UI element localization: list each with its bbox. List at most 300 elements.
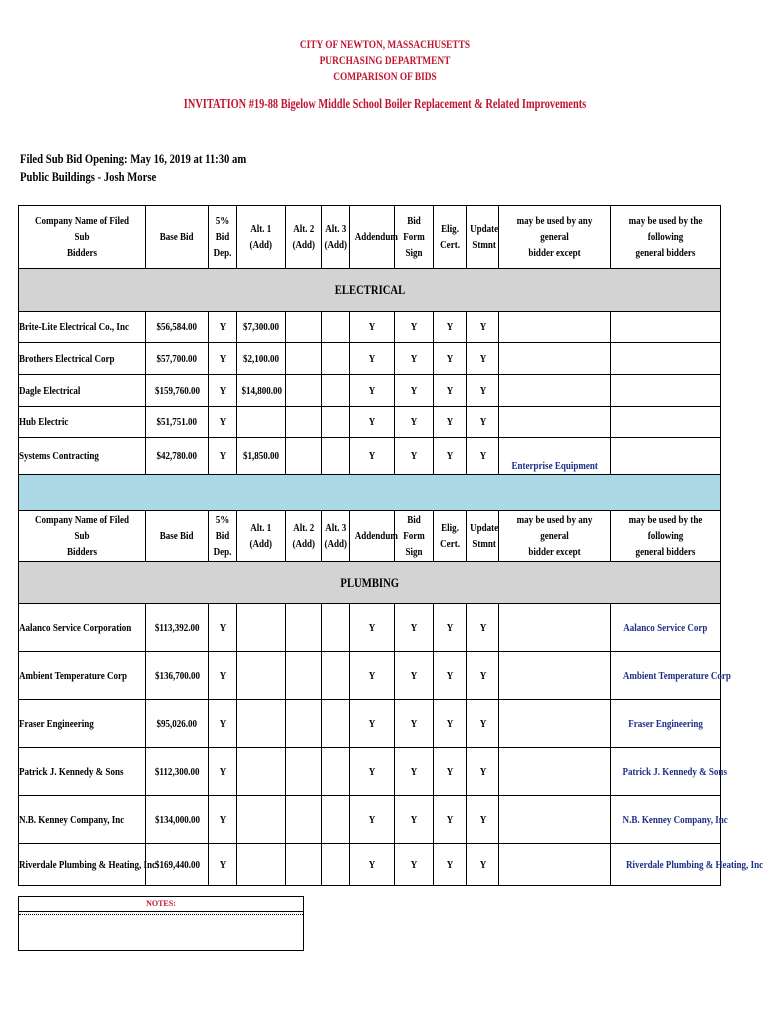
electrical-update-statement-text: Y [479,384,486,397]
electrical-update-statement-text: Y [479,321,486,333]
plumbing-header-alt-1 [237,511,286,562]
electrical-header-following-general-line: general bidders [635,247,696,259]
plumbing-cell-alt-1 [237,748,286,796]
plumbing-company-name-text: N.B. Kenney Company, Inc [19,813,125,826]
electrical-cell-addendum [350,312,395,343]
electrical-addendum-text: Y [368,352,376,365]
plumbing-cell-bid-deposit [209,652,237,700]
electrical-cell-addendum [350,407,395,438]
plumbing-cell-base-bid [146,748,209,796]
electrical-cell-base-bid [146,343,209,375]
electrical-cell-update-statement [467,343,499,375]
plumbing-base-bid-text: $169,440.00 [154,858,200,871]
plumbing-cell-alt-2 [286,604,322,652]
plumbing-cell-alt-3 [322,652,350,700]
plumbing-bid-deposit-text: Y [219,858,226,871]
plumbing-bidder-row [19,844,721,886]
electrical-column-header-row [19,206,721,269]
plumbing-cell-following-bidder [611,700,721,748]
plumbing-header-any-general-except-line: bidder except [528,546,581,558]
plumbing-cell-eligibility [434,604,467,652]
plumbing-base-bid-text: $134,000.00 [154,813,200,826]
plumbing-base-bid-text: $136,700.00 [154,669,200,682]
plumbing-cell-except-bidder [499,700,611,748]
electrical-header-update-statement-line: Stmnt [472,239,496,251]
electrical-cell-alt-1 [237,343,286,375]
electrical-cell-bid-form [395,438,434,475]
plumbing-header-eligibility [434,511,467,562]
electrical-header-bid-deposit [209,206,237,269]
electrical-header-company-line: Bidders [66,247,98,259]
plumbing-section-heading [19,562,721,604]
plumbing-update-statement-text: Y [479,858,486,871]
electrical-cell-company-name [19,375,146,407]
electrical-cell-update-statement [467,375,499,407]
electrical-base-bid-text: $56,584.00 [156,321,198,333]
electrical-cell-update-statement [467,312,499,343]
plumbing-bidder-row [19,652,721,700]
plumbing-bidder-row [19,700,721,748]
plumbing-company-name-text: Patrick J. Kennedy & Sons [19,765,124,778]
plumbing-header-company-line: Company Name of Filed Sub [35,514,129,542]
plumbing-cell-alt-3 [322,700,350,748]
electrical-header-alt-3-line: Alt. 3 [325,223,347,235]
electrical-header-alt-2-line: (Add) [292,239,315,251]
electrical-base-bid-text: $57,700.00 [156,352,198,365]
plumbing-cell-update-statement [467,748,499,796]
plumbing-header-alt-3-line: (Add) [324,538,348,550]
plumbing-cell-alt-3 [322,796,350,844]
plumbing-cell-bid-deposit [209,604,237,652]
electrical-section-row [19,269,721,312]
invitation-title: INVITATION #19-88 Bigelow Middle School Boiler Replacement & Related Improvements [183,97,587,112]
plumbing-header-alt-3-line: Alt. 3 [325,522,347,534]
plumbing-base-bid-text: $113,392.00 [154,621,200,634]
electrical-company-name-text: Systems Contracting [19,450,99,462]
electrical-header-company-line: Company Name of Filed Sub [35,215,129,243]
plumbing-following-bidder-text: N.B. Kenney Company, Inc [622,813,728,826]
plumbing-cell-eligibility [434,748,467,796]
electrical-cell-alt-3 [322,343,350,375]
electrical-company-name-text: Hub Electric [19,416,69,428]
plumbing-addendum-text: Y [368,858,376,871]
electrical-header-alt-2 [286,206,322,269]
electrical-cell-base-bid [146,312,209,343]
electrical-cell-alt-3 [322,438,350,475]
electrical-header-alt-2-line: Alt. 2 [292,223,315,235]
electrical-header-any-general-except-line: may be used by any general [516,215,593,243]
bid-comparison-table [18,205,764,886]
electrical-bid-deposit-text: Y [219,352,226,365]
electrical-cell-alt-1 [237,407,286,438]
electrical-bidder-row [19,343,721,375]
plumbing-cell-alt-2 [286,796,322,844]
electrical-header-following-general [611,206,721,269]
plumbing-bidder-row [19,748,721,796]
plumbing-cell-base-bid [146,700,209,748]
plumbing-cell-except-bidder [499,748,611,796]
electrical-cell-bid-form [395,343,434,375]
electrical-cell-addendum [350,343,395,375]
plumbing-header-following-general [611,511,721,562]
electrical-bidder-row [19,407,721,438]
electrical-base-bid-text: $51,751.00 [156,416,198,428]
electrical-cell-bid-deposit [209,343,237,375]
plumbing-bid-deposit-text: Y [219,621,226,634]
electrical-cell-bid-deposit [209,407,237,438]
plumbing-cell-base-bid [146,604,209,652]
plumbing-addendum-text: Y [368,717,376,730]
plumbing-header-bid-deposit-line: Dep. [213,546,232,558]
plumbing-section-title: PLUMBING [340,574,399,590]
plumbing-cell-following-bidder [611,844,764,886]
plumbing-eligibility-text: Y [446,717,454,730]
plumbing-cell-company-name [19,748,146,796]
plumbing-cell-bid-form [395,796,434,844]
plumbing-following-bidder-text: Aalanco Service Corp [623,621,708,634]
plumbing-header-company [19,511,146,562]
electrical-header-base-bid [146,206,209,269]
plumbing-cell-update-statement [467,652,499,700]
electrical-header-bid-deposit-line: 5% Bid [215,215,230,243]
electrical-eligibility-text: Y [446,450,454,462]
electrical-cell-alt-3 [322,407,350,438]
city-title: CITY OF NEWTON, MASSACHUSETTS [299,37,471,51]
electrical-cell-addendum [350,438,395,475]
plumbing-cell-alt-1 [237,844,286,886]
plumbing-header-eligibility-line: Elig. [441,522,459,534]
plumbing-section-row [19,562,721,604]
electrical-bid-form-text: Y [410,321,418,333]
plumbing-cell-bid-deposit [209,700,237,748]
electrical-alt-1-text: $1,850.00 [242,450,280,462]
electrical-cell-alt-1 [237,312,286,343]
electrical-cell-alt-2 [286,312,322,343]
plumbing-bid-deposit-text: Y [219,669,226,682]
plumbing-cell-alt-2 [286,844,322,886]
electrical-cell-following-bidder [611,438,721,475]
electrical-header-alt-1 [237,206,286,269]
plumbing-cell-base-bid [146,652,209,700]
plumbing-addendum-text: Y [368,669,376,682]
plumbing-company-name-text: Ambient Temperature Corp [19,669,128,682]
plumbing-update-statement-text: Y [479,813,486,826]
plumbing-cell-except-bidder [499,796,611,844]
plumbing-header-alt-1-line: Alt. 1 [250,522,272,534]
electrical-addendum-text: Y [368,416,376,428]
plumbing-cell-addendum [350,844,395,886]
plumbing-cell-company-name [19,796,146,844]
plumbing-cell-eligibility [434,652,467,700]
notes-box [18,896,304,951]
electrical-base-bid-text: $159,760.00 [154,384,200,397]
section-spacer-row [19,475,721,511]
electrical-update-statement-text: Y [479,352,486,365]
document-title: COMPARISON OF BIDS [333,69,437,83]
electrical-bidder-row [19,438,721,475]
plumbing-cell-update-statement [467,604,499,652]
plumbing-cell-eligibility [434,796,467,844]
plumbing-header-addendum-line: Addendum [354,530,398,542]
electrical-header-any-general-except [499,206,611,269]
plumbing-eligibility-text: Y [446,813,454,826]
plumbing-bid-deposit-text: Y [219,717,226,730]
electrical-alt-1-text: $2,100.00 [242,352,280,365]
electrical-cell-base-bid [146,438,209,475]
plumbing-following-bidder-text: Patrick J. Kennedy & Sons [622,765,727,778]
electrical-cell-following-bidder [611,312,721,343]
electrical-header-update-statement [467,206,499,269]
electrical-cell-base-bid [146,375,209,407]
electrical-addendum-text: Y [368,384,376,397]
electrical-bid-form-text: Y [410,450,418,462]
plumbing-cell-update-statement [467,844,499,886]
electrical-bid-form-text: Y [410,416,418,428]
plumbing-cell-following-bidder [611,748,727,796]
electrical-cell-addendum [350,375,395,407]
plumbing-cell-addendum [350,604,395,652]
plumbing-cell-base-bid [146,844,209,886]
plumbing-bid-form-text: Y [410,717,418,730]
electrical-alt-1-text: $14,800.00 [241,384,283,397]
electrical-eligibility-text: Y [446,384,454,397]
electrical-cell-alt-2 [286,375,322,407]
plumbing-cell-addendum [350,796,395,844]
plumbing-bid-deposit-text: Y [219,765,226,778]
plumbing-cell-bid-form [395,604,434,652]
electrical-bid-deposit-text: Y [219,450,226,462]
electrical-bid-form-text: Y [410,384,418,397]
plumbing-header-alt-1-line: (Add) [249,538,273,550]
plumbing-following-bidder-text: Fraser Engineering [628,717,703,730]
plumbing-addendum-text: Y [368,765,376,778]
plumbing-update-statement-text: Y [479,765,486,778]
electrical-header-eligibility [434,206,467,269]
electrical-cell-bid-deposit [209,312,237,343]
plumbing-cell-company-name [19,700,146,748]
electrical-cell-except-bidder [499,438,611,475]
electrical-cell-eligibility [434,407,467,438]
electrical-header-alt-3 [322,206,350,269]
electrical-header-bid-deposit-line: Dep. [213,247,232,259]
plumbing-header-alt-2 [286,511,322,562]
plumbing-column-header-row [19,511,721,562]
plumbing-header-alt-2-line: (Add) [292,538,315,550]
plumbing-cell-alt-3 [322,748,350,796]
plumbing-addendum-text: Y [368,813,376,826]
plumbing-header-alt-3 [322,511,350,562]
electrical-cell-except-bidder [499,343,611,375]
plumbing-cell-alt-3 [322,604,350,652]
electrical-cell-alt-1 [237,438,286,475]
electrical-bidder-row [19,375,721,407]
plumbing-update-statement-text: Y [479,717,486,730]
plumbing-following-bidder-text: Ambient Temperature Corp [622,669,731,682]
electrical-cell-company-name [19,312,146,343]
electrical-cell-company-name [19,407,146,438]
electrical-cell-alt-3 [322,312,350,343]
electrical-cell-bid-form [395,375,434,407]
plumbing-cell-base-bid [146,796,209,844]
electrical-header-base-bid-line: Base Bid [160,231,194,243]
plumbing-bid-form-text: Y [410,669,418,682]
plumbing-cell-update-statement [467,700,499,748]
electrical-section-heading [19,269,721,312]
department-contact: Public Buildings - Josh Morse [20,169,157,184]
plumbing-company-name-text: Riverdale Plumbing & Heating, Inc [19,858,157,871]
plumbing-header-addendum [350,511,398,562]
plumbing-cell-company-name [19,652,146,700]
section-spacer [19,475,721,511]
plumbing-header-any-general-except-line: may be used by any general [516,514,593,542]
electrical-base-bid-text: $42,780.00 [156,450,198,462]
electrical-cell-except-bidder [499,407,611,438]
electrical-bid-deposit-text: Y [219,384,226,397]
electrical-cell-following-bidder [611,375,721,407]
plumbing-eligibility-text: Y [446,765,454,778]
plumbing-base-bid-text: $112,300.00 [154,765,200,778]
plumbing-company-name-text: Aalanco Service Corporation [19,621,132,634]
plumbing-header-following-general-line: may be used by the following [628,514,703,542]
electrical-header-bid-form-line: Bid Form [403,215,425,243]
electrical-addendum-text: Y [368,321,376,333]
electrical-cell-update-statement [467,407,499,438]
electrical-update-statement-text: Y [479,450,486,462]
electrical-header-eligibility-line: Cert. [440,239,460,251]
electrical-company-name-text: Brothers Electrical Corp [19,352,115,365]
plumbing-cell-following-bidder [611,652,731,700]
plumbing-cell-alt-3 [322,844,350,886]
electrical-cell-following-bidder [611,343,721,375]
plumbing-header-bid-form-line: Sign [405,546,423,558]
plumbing-cell-except-bidder [499,604,611,652]
electrical-cell-update-statement [467,438,499,475]
electrical-header-bid-form [395,206,434,269]
plumbing-cell-following-bidder [611,796,728,844]
electrical-cell-following-bidder [611,407,721,438]
electrical-header-bid-form-line: Sign [405,247,423,259]
plumbing-cell-bid-form [395,700,434,748]
notes-divider [19,912,303,915]
plumbing-header-bid-deposit-line: 5% Bid [215,514,230,542]
electrical-company-name-text: Brite-Lite Electrical Co., Inc [19,321,129,333]
plumbing-header-company-line: Bidders [66,546,98,558]
plumbing-bid-deposit-text: Y [219,813,226,826]
electrical-cell-eligibility [434,375,467,407]
electrical-header-alt-1-line: (Add) [249,239,273,251]
plumbing-bid-form-text: Y [410,765,418,778]
plumbing-header-bid-deposit [209,511,237,562]
electrical-cell-alt-1 [237,375,286,407]
electrical-header-alt-1-line: Alt. 1 [250,223,272,235]
plumbing-base-bid-text: $95,026.00 [156,717,198,730]
plumbing-eligibility-text: Y [446,621,454,634]
plumbing-cell-company-name [19,604,146,652]
electrical-alt-1-text: $7,300.00 [242,321,280,333]
plumbing-eligibility-text: Y [446,858,454,871]
notes-label: NOTES: [19,897,303,912]
electrical-cell-eligibility [434,343,467,375]
electrical-except-bidder-text: Enterprise Equipment [511,460,598,472]
plumbing-cell-alt-1 [237,652,286,700]
electrical-bid-form-text: Y [410,352,418,365]
plumbing-cell-alt-2 [286,748,322,796]
plumbing-cell-company-name [19,844,157,886]
electrical-eligibility-text: Y [446,352,454,365]
plumbing-cell-addendum [350,652,395,700]
electrical-eligibility-text: Y [446,321,454,333]
plumbing-cell-addendum [350,748,395,796]
plumbing-cell-eligibility [434,844,467,886]
electrical-addendum-text: Y [368,450,376,462]
electrical-cell-bid-deposit [209,438,237,475]
plumbing-header-update-statement-line: Update [470,522,499,534]
department-title: PURCHASING DEPARTMENT [319,53,451,67]
plumbing-cell-bid-form [395,652,434,700]
electrical-header-addendum [350,206,398,269]
electrical-cell-alt-2 [286,438,322,475]
electrical-cell-company-name [19,343,146,375]
electrical-header-addendum-line: Addendum [354,231,398,243]
electrical-cell-bid-form [395,407,434,438]
electrical-cell-alt-2 [286,343,322,375]
plumbing-update-statement-text: Y [479,669,486,682]
plumbing-header-update-statement-line: Stmnt [472,538,496,550]
electrical-eligibility-text: Y [446,416,454,428]
electrical-bid-deposit-text: Y [219,416,226,428]
plumbing-update-statement-text: Y [479,621,486,634]
plumbing-cell-eligibility [434,700,467,748]
plumbing-header-base-bid-line: Base Bid [160,530,194,542]
plumbing-header-eligibility-line: Cert. [440,538,460,550]
electrical-header-update-statement-line: Update [470,223,499,235]
plumbing-cell-bid-deposit [209,844,237,886]
electrical-company-name-text: Dagle Electrical [19,384,81,397]
electrical-cell-eligibility [434,312,467,343]
plumbing-header-update-statement [467,511,499,562]
electrical-bidder-row [19,312,721,343]
plumbing-cell-alt-2 [286,652,322,700]
electrical-cell-bid-deposit [209,375,237,407]
plumbing-cell-alt-1 [237,700,286,748]
plumbing-eligibility-text: Y [446,669,454,682]
plumbing-bid-form-text: Y [410,813,418,826]
plumbing-header-base-bid [146,511,209,562]
electrical-header-eligibility-line: Elig. [441,223,459,235]
electrical-cell-eligibility [434,438,467,475]
electrical-header-alt-3-line: (Add) [324,239,348,251]
electrical-cell-except-bidder [499,375,611,407]
plumbing-bid-form-text: Y [410,858,418,871]
electrical-header-company [19,206,146,269]
plumbing-cell-following-bidder [611,604,721,652]
electrical-cell-alt-3 [322,375,350,407]
plumbing-header-bid-form [395,511,434,562]
electrical-header-following-general-line: may be used by the following [628,215,703,243]
plumbing-company-name-text: Fraser Engineering [19,717,94,730]
plumbing-cell-alt-1 [237,604,286,652]
electrical-header-any-general-except-line: bidder except [528,247,581,259]
plumbing-cell-bid-deposit [209,748,237,796]
plumbing-cell-update-statement [467,796,499,844]
plumbing-header-following-general-line: general bidders [635,546,696,558]
bid-opening-info: Filed Sub Bid Opening: May 16, 2019 at 11:30 am [20,151,247,166]
plumbing-cell-addendum [350,700,395,748]
plumbing-addendum-text: Y [368,621,376,634]
electrical-cell-base-bid [146,407,209,438]
electrical-cell-company-name [19,438,146,475]
electrical-update-statement-text: Y [479,416,486,428]
